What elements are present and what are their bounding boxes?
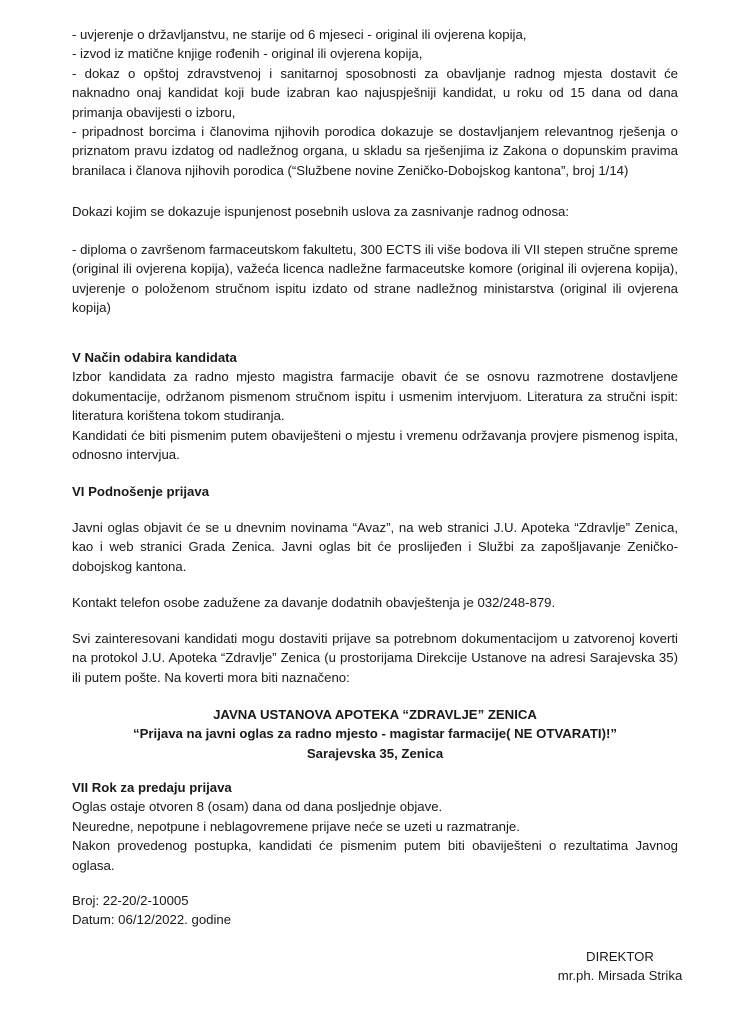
special-item-block bbox=[72, 240, 678, 318]
section-deadline bbox=[72, 778, 678, 875]
section-selection bbox=[72, 348, 678, 464]
section-heading: V Način odabira kandidata bbox=[72, 350, 237, 365]
special-item: - diploma o završenom farmaceutskom fakultetu, 300 ECTS ili više bodova ili VII stepen stručne spreme (original ili ovjerena kopija), važeća licenca nadležne farmaceutske komore (original ili ovjerena kopija), uvjerenje o položenom stručnom ispitu izdato od strane nadležnog ministarstva (original ili ovjerena kopija) bbox=[72, 242, 678, 316]
signatory-title: DIREKTOR bbox=[586, 949, 654, 964]
submission-p3-block bbox=[72, 629, 678, 687]
special-conditions bbox=[72, 202, 678, 221]
paragraph: Izbor kandidata za radno mjesto magistra farmacije obavit će se osnovu razmotrene dostavljene dokumentacije, održanom pismenom stručnom ispitu i usmenim intervjuom. Literatura za stručni ispit: literatura korištena tokom studiranja. bbox=[72, 369, 678, 424]
signatory-name: mr.ph. Mirsada Strika bbox=[557, 968, 683, 984]
documents-list bbox=[72, 25, 678, 180]
envelope-line: Sarajevska 35, Zenica bbox=[306, 745, 444, 761]
paragraph: Oglas ostaje otvoren 8 (osam) dana od dana posljednje objave. bbox=[72, 799, 443, 815]
section-submission bbox=[72, 482, 678, 501]
paragraph: Kandidati će biti pismenim putem obaviješteni o mjestu i vremenu održavanja provjere pismenog ispita, odnosno intervjua. bbox=[72, 427, 678, 463]
reference-date: Datum: 06/12/2022. godine bbox=[72, 912, 232, 928]
paragraph: Nakon provedenog postupka, kandidati će pismenim putem biti obaviješteni o rezultatima Javnog oglasa. bbox=[72, 838, 678, 873]
list-item: - uvjerenje o državljanstvu, ne starije od 6 mjeseci - original ili ovjerena kopija, bbox=[72, 27, 527, 42]
submission-p2-block bbox=[72, 593, 678, 612]
reference-block bbox=[72, 891, 678, 930]
special-intro: Dokazi kojim se dokazuje ispunjenost posebnih uslova za zasnivanje radnog odnosa: bbox=[72, 204, 570, 219]
section-heading: VI Podnošenje prijava bbox=[72, 484, 210, 499]
envelope-line: “Prijava na javni oglas za radno mjesto - magistar farmacije( NE OTVARATI)!” bbox=[133, 726, 617, 742]
submission-p1-block bbox=[72, 518, 678, 576]
contact-paragraph: Kontakt telefon osobe zadužene za davanje dodatnih obavještenja je 032/248-879. bbox=[72, 595, 556, 610]
envelope-line: JAVNA USTANOVA APOTEKA “ZDRAVLJE” ZENICA bbox=[213, 707, 537, 722]
paragraph: Javni oglas objavit će se u dnevnim novinama “Avaz”, na web stranici J.U. Apoteka “Zdravlje” Zenica, kao i web stranici Grada Zenica. Javni oglas bit će proslijeđen i Službi za zapošljavanje Zeničko-dobojskog kantona. bbox=[72, 520, 678, 574]
list-item: - dokaz o opštoj zdravstvenoj i sanitarnoj sposobnosti za obavljanje radnog mjesta dostavit će naknadno onaj kandidat koji bude izabran kao najuspješniji kandidat, u roku od 15 dana od dana primanja obavijesti o izboru, bbox=[72, 65, 678, 120]
paragraph: Neuredne, nepotpune i neblagovremene prijave neće se uzeti u razmatranje. bbox=[72, 818, 520, 834]
paragraph: Svi zainteresovani kandidati mogu dostaviti prijave sa potrebnom dokumentacijom u zatvorenoj koverti na protokol J.U. Apoteka “Zdravlje” Zenica (u prostorijama Direkcije Ustanove na adresi Sarajevska 35) ili putem pošte. Na koverti mora biti naznačeno: bbox=[72, 631, 678, 685]
reference-number: Broj: 22-20/2-10005 bbox=[72, 893, 189, 908]
list-item: - izvod iz matične knjige rođenih - original ili ovjerena kopija, bbox=[72, 46, 423, 62]
list-item: - pripadnost borcima i članovima njihovih porodica dokazuje se dostavljanjem relevantnog rješenja o priznatom pravu izdatog od nadležnog organa, u skladu sa rješenjima iz Zakona o dopunskim pravima branilaca i članova njihovih porodica (“Službene novine Zeničko-Dobojskog kantona”, broj 1/14) bbox=[72, 124, 678, 178]
envelope-address bbox=[72, 705, 678, 763]
section-heading: VII Rok za predaju prijava bbox=[72, 780, 232, 795]
signature-block bbox=[540, 947, 700, 986]
